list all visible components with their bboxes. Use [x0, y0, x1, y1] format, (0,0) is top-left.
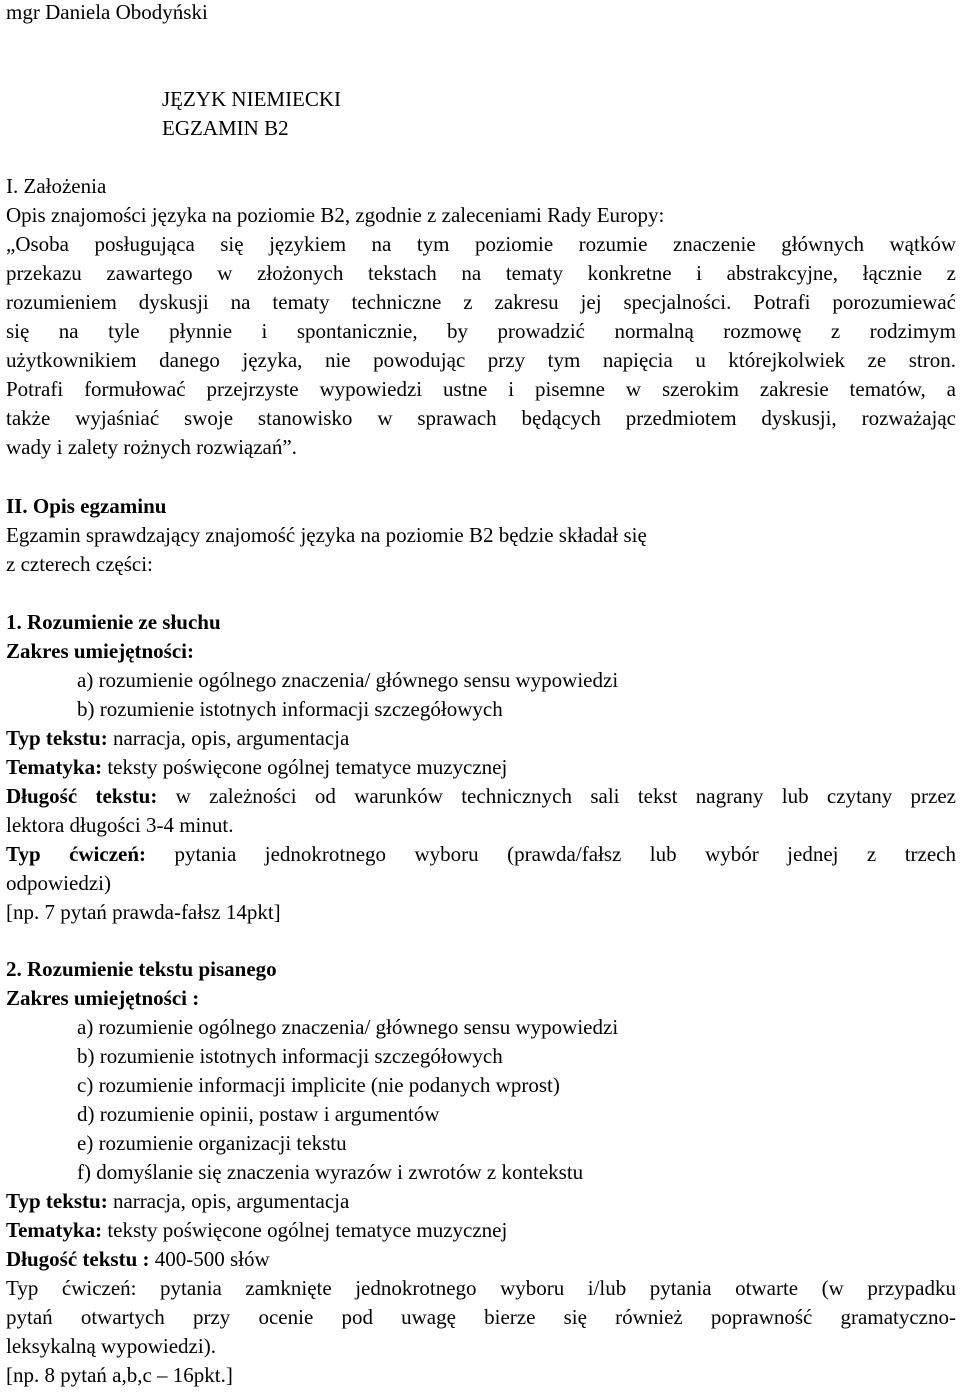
text-type-row: [6, 724, 956, 753]
paragraph-line: Opis znajomości języka na poziomie B2, zgodnie z zaleceniami Rady Europy:: [6, 203, 665, 227]
exercise-row: Typ ćwiczeń: pytania zamknięte jednokrotnego wyboru i/lub pytania otwarte (w przypadku: [6, 1276, 956, 1300]
section-exam-heading-text: Opis egzaminu: [32, 494, 167, 518]
section-assumptions-heading: I. Założenia: [6, 174, 107, 198]
section-assumptions: [6, 172, 956, 462]
example-note: [np. 8 pytań a,b,c – 16pkt.]: [6, 1363, 233, 1387]
paragraph-line: rozumieniem dyskusji na tematy techniczne z zakresu jej specjalności. Potrafi porozumiewać: [6, 290, 956, 314]
example-note: [np. 7 pytań prawda-fałsz 14pkt]: [6, 900, 281, 924]
theme-value: teksty poświęcone ogólnej tematyce muzycznej: [102, 755, 508, 779]
part-heading-text: 2. Rozumienie tekstu pisanego: [6, 957, 277, 981]
title-exam: EGZAMIN B2: [162, 116, 289, 140]
skill-item: b) rozumienie istotnych informacji szczegółowych: [77, 1044, 503, 1068]
part-reading-heading: [6, 955, 956, 984]
section-exam-description: [6, 492, 956, 579]
theme-label: Tematyka:: [6, 755, 103, 779]
paragraph-line: „Osoba posługująca się językiem na tym poziomie rozumie znaczenie głównych wątków: [6, 232, 956, 256]
skill-item: e) rozumienie organizacji tekstu: [77, 1131, 347, 1155]
exercise-label: Typ ćwiczeń:: [6, 842, 147, 866]
theme-row: [6, 753, 956, 782]
skills-label-text: Zakres umiejętności:: [6, 639, 195, 663]
length-label: Długość tekstu :: [6, 1247, 150, 1271]
part-listening: [6, 608, 956, 927]
text-type-label: Typ tekstu:: [6, 726, 108, 750]
paragraph-line: użytkownikiem danego języka, nie powodując przy tym napięcia u którejkolwiek ze stron.: [6, 348, 956, 372]
skill-item: c) rozumienie informacji implicite (nie podanych wprost): [77, 1073, 560, 1097]
paragraph-line: z czterech części:: [6, 552, 153, 576]
text-type-value: narracja, opis, argumentacja: [107, 726, 350, 750]
paragraph-line: Potrafi formułować przejrzyste wypowiedzi ustne i pisemne w szerokim zakresie tematów, a: [6, 377, 956, 401]
exercise-row-continued: odpowiedzi): [6, 871, 111, 895]
text-type-label: Typ tekstu:: [6, 1189, 108, 1213]
exercise-value: pytania jednokrotnego wyboru (prawda/fałsz lub wybór jednej z trzech: [146, 842, 956, 866]
exercise-row-continued: pytań otwartych przy ocenie pod uwagę bierze się również poprawność gramatyczno-: [6, 1305, 956, 1329]
length-label: Długość tekstu:: [6, 784, 158, 808]
exercise-row-continued: leksykalną wypowiedzi).: [6, 1334, 216, 1358]
skill-item: a) rozumienie ogólnego znaczenia/ głównego sensu wypowiedzi: [77, 1015, 619, 1039]
length-row: [6, 782, 956, 811]
paragraph-line: wady i zalety rożnych rozwiązań”.: [6, 435, 297, 459]
skills-label: [6, 984, 956, 1013]
author-name: mgr Daniela Obodyński: [6, 0, 208, 24]
part-heading-text: 1. Rozumienie ze słuchu: [6, 610, 221, 634]
text-type-value: narracja, opis, argumentacja: [107, 1189, 350, 1213]
skill-item: a) rozumienie ogólnego znaczenia/ głównego sensu wypowiedzi: [77, 668, 619, 692]
skill-item: d) rozumienie opinii, postaw i argumentów: [77, 1102, 440, 1126]
length-value: 400-500 słów: [149, 1247, 270, 1271]
exercise-row: [6, 840, 956, 869]
theme-label: Tematyka:: [6, 1218, 103, 1242]
section-exam-heading: [6, 492, 956, 521]
document-title: [162, 85, 341, 143]
paragraph-line: także wyjaśniać swoje stanowisko w sprawach będących przedmiotem dyskusji, rozważając: [6, 406, 956, 430]
skill-item: f) domyślanie się znaczenia wyrazów i zwrotów z kontekstu: [77, 1160, 584, 1184]
length-row-continued: lektora długości 3-4 minut.: [6, 813, 234, 837]
part-reading: [6, 955, 956, 1390]
paragraph-line: Egzamin sprawdzający znajomość języka na poziomie B2 będzie składał się: [6, 523, 647, 547]
theme-value: teksty poświęcone ogólnej tematyce muzycznej: [102, 1218, 508, 1242]
skills-label: [6, 637, 956, 666]
section-exam-heading-number: II.: [6, 494, 28, 518]
skills-label-text: Zakres umiejętności :: [6, 986, 200, 1010]
paragraph-line: przekazu zawartego w złożonych tekstach na tematy konkretne i abstrakcyjne, łącznie z: [6, 261, 956, 285]
title-language: JĘZYK NIEMIECKI: [162, 87, 342, 111]
skill-item: b) rozumienie istotnych informacji szczegółowych: [77, 697, 503, 721]
length-value: w zależności od warunków technicznych sali tekst nagrany lub czytany przez: [157, 784, 956, 808]
text-type-row: [6, 1187, 956, 1216]
part-listening-heading: [6, 608, 956, 637]
length-row: [6, 1245, 956, 1274]
paragraph-line: się na tyle płynnie i spontanicznie, by prowadzić normalną rozmowę z rodzimym: [6, 319, 956, 343]
theme-row: [6, 1216, 956, 1245]
